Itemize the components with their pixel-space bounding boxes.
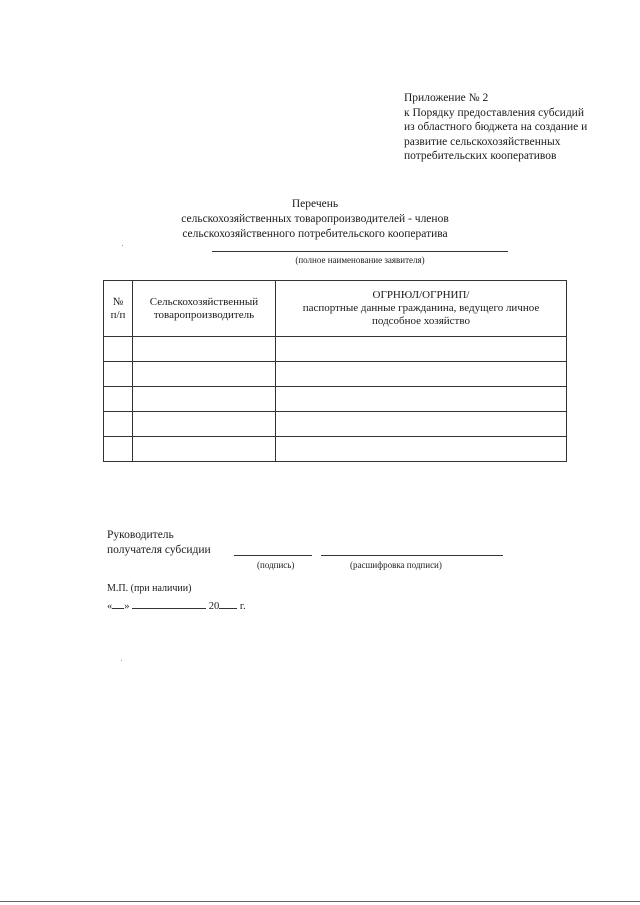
- title-line: сельскохозяйственного потребительского кооператива: [182, 228, 448, 240]
- signature-decode-line: [321, 555, 503, 556]
- month-blank: [132, 598, 206, 609]
- appendix-line: развитие сельскохозяйственных: [404, 135, 561, 148]
- table-row: [104, 337, 567, 362]
- table-cell: [276, 412, 567, 437]
- table-cell: [133, 437, 276, 462]
- stamp-label: М.П. (при наличии): [107, 583, 192, 594]
- table-cell: [104, 337, 133, 362]
- applicant-name-line: [212, 251, 508, 252]
- table-row: [104, 412, 567, 437]
- producers-table: [103, 280, 567, 462]
- table-cell: [104, 437, 133, 462]
- appendix-line: Приложение № 2: [404, 92, 489, 104]
- table-cell: [276, 337, 567, 362]
- header-producer: Сельскохозяйственный товаропроизводитель: [133, 281, 276, 337]
- year-blank: [219, 598, 237, 609]
- signature-decode-caption: (расшифровка подписи): [350, 560, 442, 570]
- table-cell: [133, 412, 276, 437]
- table-cell: [104, 362, 133, 387]
- table-row: [104, 387, 567, 412]
- signatory-title-line2: получателя субсидии: [107, 544, 211, 556]
- day-blank: [112, 598, 124, 609]
- title-heading: Перечень: [291, 198, 339, 210]
- signatory-title-line1: Руководитель: [107, 529, 174, 541]
- page-bottom-edge: [0, 901, 640, 902]
- table-row: [104, 362, 567, 387]
- table-cell: [104, 412, 133, 437]
- scan-speck: [121, 660, 122, 661]
- table-cell: [133, 362, 276, 387]
- header-number: № п/п: [104, 281, 133, 337]
- table-cell: [276, 437, 567, 462]
- appendix-line: к Порядку предоставления субсидий: [404, 106, 584, 119]
- header-identifiers: ОГРНЮЛ/ОГРНИП/ паспортные данные гражданина, ведущего личное подсобное хозяйство: [276, 281, 567, 337]
- table-cell: [133, 337, 276, 362]
- table-cell: [276, 362, 567, 387]
- applicant-caption: (полное наименование заявителя): [295, 255, 425, 265]
- date-line: « » 20 г.: [107, 598, 246, 612]
- appendix-line: потребительских кооперативов: [404, 150, 557, 162]
- table-header-row: [104, 281, 567, 337]
- table-row: [104, 437, 567, 462]
- title-line: сельскохозяйственных товаропроизводителей - членов: [181, 213, 449, 225]
- document-title: [130, 197, 500, 242]
- scan-speck: [122, 245, 123, 246]
- signature-caption: (подпись): [257, 560, 295, 570]
- signature-line: [234, 555, 312, 556]
- appendix-header: [404, 91, 634, 164]
- table-cell: [104, 387, 133, 412]
- appendix-line: из областного бюджета на создание и: [404, 121, 588, 133]
- table-cell: [133, 387, 276, 412]
- table-cell: [276, 387, 567, 412]
